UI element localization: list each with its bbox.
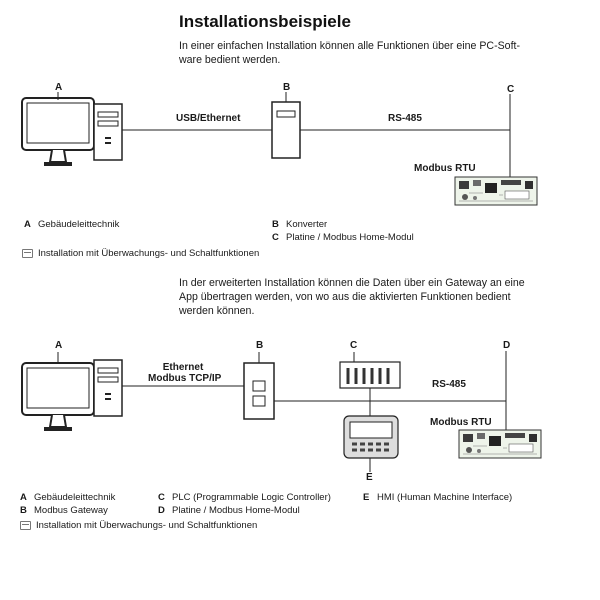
intro-2-line-3: werden können. [179, 305, 255, 317]
intro-2-line-2: App übertragen werden, von wo aus die aktivierten Funktionen bedient [179, 291, 511, 303]
d2-pc-tower-icon [94, 360, 122, 416]
d1-pc-tower-icon [94, 104, 122, 160]
d2-legend-a [20, 492, 115, 504]
d2-legend-d-key: D [158, 505, 165, 516]
d2-legend-e-key: E [363, 492, 370, 503]
d1-legend-a-text: Gebäudeleittechnik [38, 219, 120, 230]
d1-label-c: C [507, 84, 515, 95]
d1-legend-c-key: C [272, 232, 279, 243]
d1-legend-c [272, 232, 414, 244]
d2-link-ethernet-line-2: Modbus TCP/IP [148, 373, 222, 384]
d2-legend-b [20, 505, 108, 517]
d2-legend-b-key: B [20, 505, 27, 516]
d2-legend-a-text: Gebäudeleittechnik [34, 492, 116, 503]
d2-legend-e-text: HMI (Human Machine Interface) [377, 492, 513, 503]
d1-note-text: Installation mit Überwachungs- und Schaltfunktionen [38, 248, 260, 259]
intro-1-line-2: ware bedient werden. [179, 54, 281, 66]
d1-legend-b-key: B [272, 219, 279, 230]
d1-monitor-icon [22, 98, 94, 166]
d1-legend-b [272, 219, 327, 231]
d2-label-a: A [55, 340, 63, 351]
d2-link-rs485: RS-485 [432, 379, 466, 390]
d1-board-label: Modbus RTU [414, 163, 476, 174]
d2-legend-d-text: Platine / Modbus Home-Modul [172, 505, 300, 516]
d2-note-text: Installation mit Überwachungs- und Schaltfunktionen [36, 520, 258, 531]
d1-board-icon [455, 177, 537, 205]
d1-label-a: A [55, 82, 63, 93]
d2-legend-d [158, 505, 300, 517]
d2-legend-e [363, 492, 512, 504]
d2-board-icon [459, 430, 541, 458]
d2-legend-a-key: A [20, 492, 27, 503]
intro-1-line-1: In einer einfachen Installation können alle Funktionen über eine PC-Soft- [179, 40, 520, 52]
d1-legend-b-text: Konverter [286, 219, 328, 230]
d2-link-ethernet [148, 362, 222, 384]
d1-legend-c-text: Platine / Modbus Home-Modul [286, 232, 414, 243]
d2-legend-b-text: Modbus Gateway [34, 505, 108, 516]
d1-link-rs485: RS-485 [388, 113, 422, 124]
intro-paragraph-2 [179, 276, 539, 318]
d2-label-d: D [503, 340, 511, 351]
d2-board-label: Modbus RTU [430, 417, 492, 428]
intro-2-line-1: In der erweiterten Installation können die Daten über ein Gateway an eine [179, 277, 525, 289]
d2-legend-c-key: C [158, 492, 165, 503]
d1-note [22, 248, 259, 259]
d1-label-b: B [283, 82, 291, 93]
d1-legend-a-key: A [24, 219, 31, 230]
d2-label-b: B [256, 340, 264, 351]
note-icon [22, 249, 33, 258]
d2-legend-c-text: PLC (Programmable Logic Controller) [172, 492, 331, 503]
d1-legend-a [24, 219, 119, 231]
d1-link-usb-ethernet: USB/Ethernet [176, 113, 241, 124]
d2-label-e: E [366, 472, 373, 483]
d2-label-c: C [350, 340, 358, 351]
d2-monitor-icon [22, 363, 94, 431]
d2-link-ethernet-line-1: Ethernet [162, 362, 204, 373]
page-title: Installationsbeispiele [179, 12, 351, 31]
d2-legend-c [158, 492, 331, 504]
note-icon [20, 521, 31, 530]
d2-note [20, 520, 257, 531]
